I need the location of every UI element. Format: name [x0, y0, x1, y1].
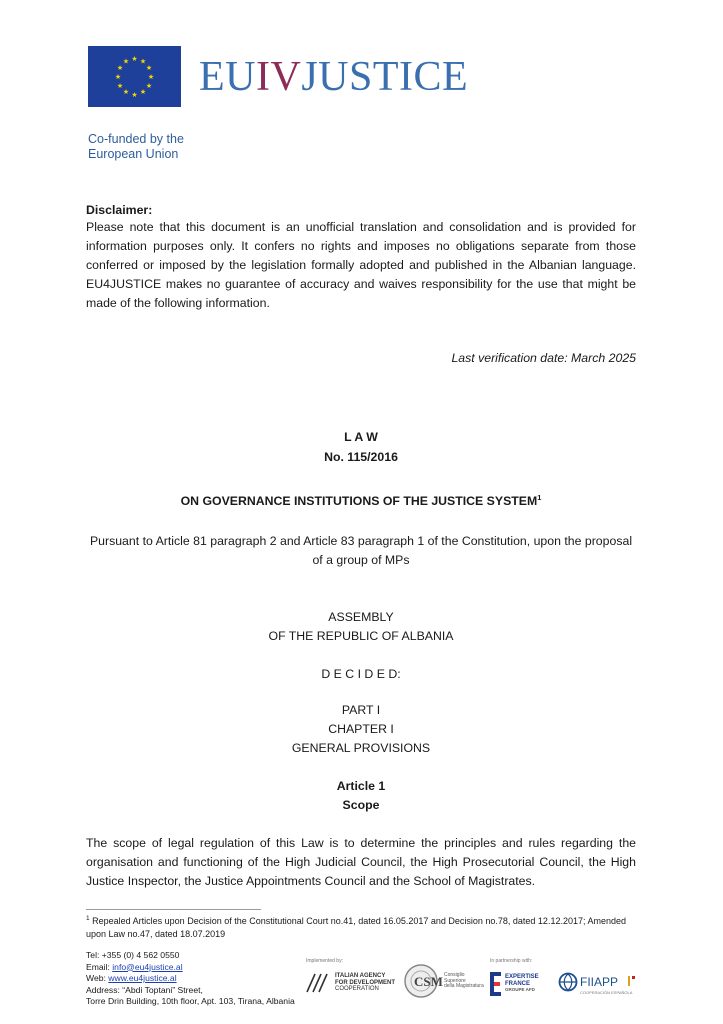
law-number: No. 115/2016	[324, 450, 398, 464]
web-link[interactable]: www.eu4justice.al	[108, 973, 177, 983]
eu4justice-logo: EUIVJUSTICE	[199, 54, 469, 100]
svg-text:★: ★	[116, 64, 124, 72]
part-heading: PART I CHAPTER I GENERAL PROVISIONS	[291, 703, 431, 755]
footnote-separator	[86, 909, 261, 910]
contact-info: Tel: +355 (0) 4 562 0550 Email: info@eu4justice.al Web: www.eu4justice.al Address: “Abdi Toptani” Street, Torre Drin Building, 10th floor, Apt. 103, Tirana, Albania	[86, 950, 295, 1006]
decided-heading: D E C I D E D:	[321, 667, 401, 681]
svg-text:★: ★	[139, 88, 147, 96]
implemented-by-label: Implemented by:	[306, 958, 343, 964]
fiiapp-globe-icon	[558, 972, 578, 992]
svg-text:★: ★	[145, 82, 153, 90]
article-text: The scope of legal regulation of this Law is to determine the principles and rules regarding the organisation and functioning of the High Judicial Council, the High Prosecutorial Council, the High Justice Inspector, the Justice Appointments Council and the School of Magistrates.	[86, 836, 636, 888]
in-partnership-label: In partnership with:	[490, 958, 533, 964]
law-name	[86, 488, 636, 511]
aics-mark-icon	[305, 970, 333, 994]
svg-text:★: ★	[131, 55, 138, 63]
footnote-marker[interactable]: 1	[537, 493, 542, 502]
svg-text:★: ★	[122, 57, 130, 66]
verification-date: Last verification date: March 2025	[451, 351, 636, 365]
svg-text:★: ★	[147, 73, 155, 81]
assembly-heading: ASSEMBLY OF THE REPUBLIC OF ALBANIA	[268, 610, 454, 643]
svg-text:★: ★	[122, 88, 130, 96]
svg-text:★: ★	[145, 64, 153, 72]
svg-text:★: ★	[116, 82, 124, 90]
law-title: L A W	[344, 430, 378, 444]
article-heading: Article 1 Scope	[336, 779, 386, 812]
svg-text:★: ★	[131, 91, 138, 99]
eu-flag-logo	[88, 46, 181, 107]
law-name-text: ON GOVERNANCE INSTITUTIONS OF THE JUSTICE SYSTEM	[180, 494, 538, 509]
disclaimer-text: Please note that this document is an unofficial translation and consolidation and is provided for information purposes only. It confers no rights and imposes no obligations separate from those conferred or imposed by the legislation formally adopted and published in the Albanian language. EU4JUSTICE makes no guarantee of accuracy and waives responsibility for the use that might be made of the following information.	[86, 220, 636, 310]
email-link[interactable]: info@eu4justice.al	[112, 961, 183, 972]
cofunded-label: Co-funded by the European Union	[88, 132, 184, 161]
pursuant-clause: Pursuant to Article 81 paragraph 2 and Article 83 paragraph 1 of the Constitution, upon the proposal of a group of MPs	[89, 534, 633, 567]
svg-text:★: ★	[114, 73, 122, 81]
footnote: $^1$ Repealed Articles upon Decision of the Constitutional Court no.41, dated 16.05.2017 and Decision no.78, dated 12.12.2017; Amended upon Law no.47, dated 18.07.2019	[86, 915, 627, 939]
disclaimer-title: Disclaimer:	[86, 203, 153, 217]
expertise-france-mark-icon	[490, 972, 502, 996]
svg-text:★: ★	[139, 57, 147, 66]
